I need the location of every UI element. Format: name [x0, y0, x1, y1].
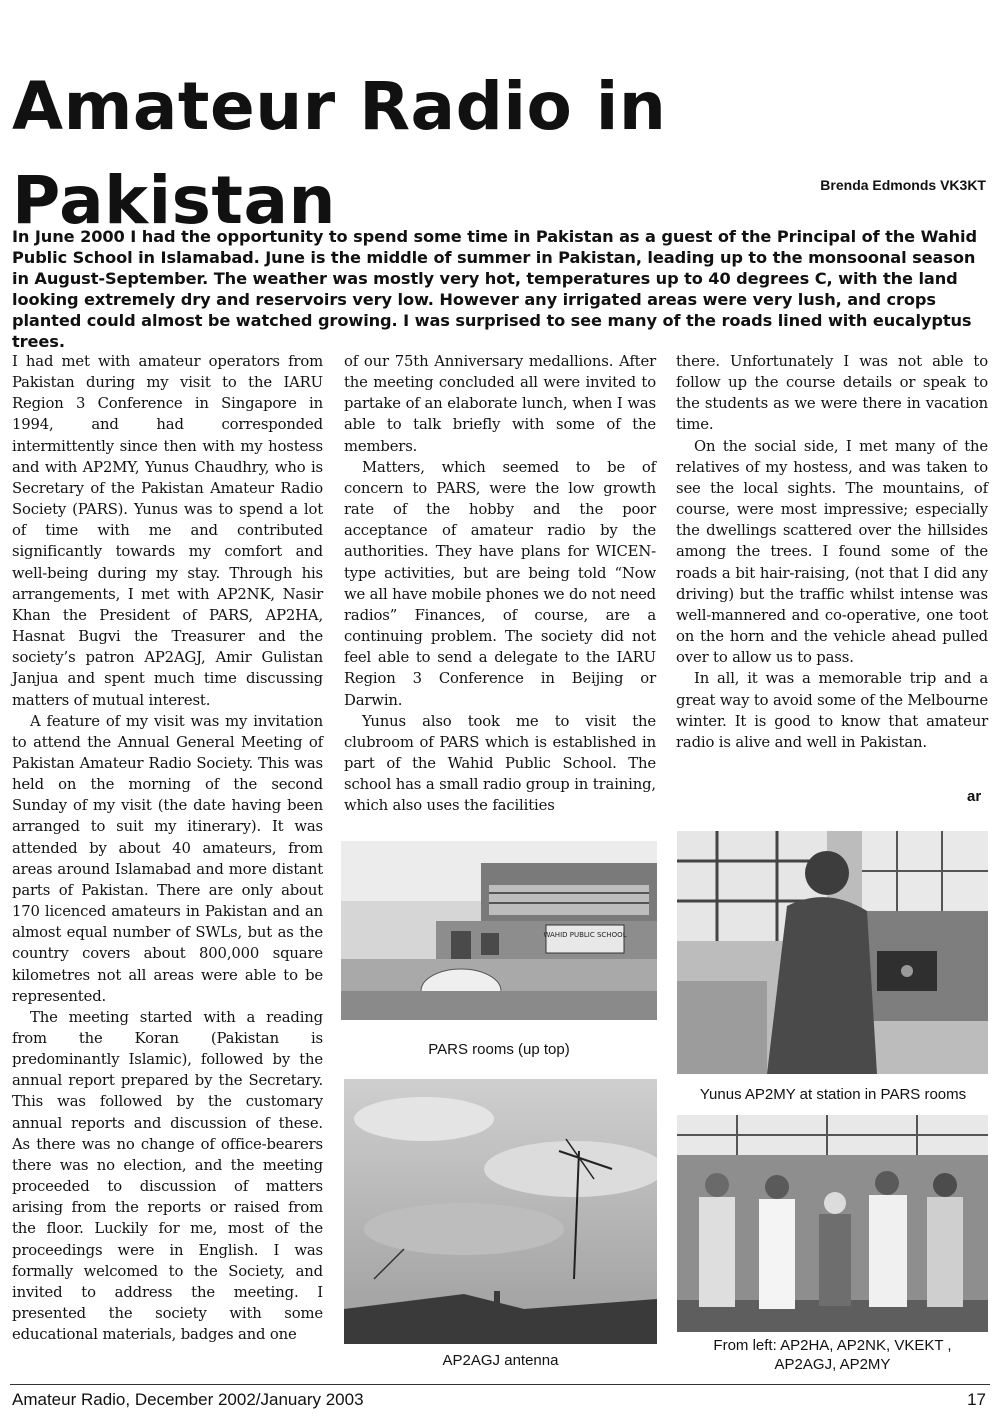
- end-mark: ar: [967, 788, 982, 805]
- paragraph: In all, it was a memorable trip and a great way to avoid some of the Melbourne winter. It is good to know that amateur radio is alive and well in Pakistan.: [676, 670, 988, 751]
- article-title: [12, 60, 666, 248]
- group-caption-line-2: AP2AGJ, AP2MY: [774, 1356, 891, 1373]
- paragraph: I had met with amateur operators from Pakistan during my visit to the IARU Region 3 Conference in Singapore in 1994, and had corresponded intermittently since then with my hostess and with AP2MY, Yunus Chaudhry, who is Secretary of the Pakistan Amateur Radio Society (PARS). Yunus was to spend a lot of time with me and contributed significantly towards my comfort and well-being during my stay. Through his arrangements, I met with AP2NK, Nasir Khan the President of PARS, AP2HA, Hasnat Bugvi the Treasurer and the society’s patron AP2AGJ, Amir Gulistan Janjua and spent much time discussing matters of mutual interest.: [12, 353, 323, 709]
- text-column-3: [676, 351, 988, 753]
- paragraph: Matters, which seemed to be of concern to PARS, were the low growth rate of the hobby and the poor acceptance of amateur radio by the authorities. They have plans for WICEN-type activities, but are being told “Now we all have mobile phones we do not need radios” Finances, of course, are a continuing problem. The society did not feel able to send a delegate to the IARU Region 3 Conference in Beijing or Darwin.: [344, 458, 656, 709]
- antenna-photo: [344, 1079, 657, 1344]
- text-column-1: [12, 351, 323, 1345]
- pars-rooms-caption: PARS rooms (up top): [428, 1041, 570, 1058]
- school-sign-text: WAHID PUBLIC SCHOOL: [543, 931, 627, 939]
- paragraph: The meeting started with a reading from the Koran (Pakistan is predominantly Islamic), followed by the annual report prepared by the Secretary. This was followed by the customary annual reports and discussion of these. As there was no change of office-bearers there was no election, and the meeting proceeded to discussion of matters arising from the reports or raised from the floor. Luckily for me, most of the proceedings were in English. I was formally welcomed to the Society, and invited to address the meeting. I presented the society with some educational materials, badges and one: [12, 1008, 323, 1344]
- paragraph: On the social side, I met many of the relatives of my hostess, and was taken to see the local sights. The mountains, of course, were most impressive; especially the dwellings scattered over the hillsides among the trees. I found some of the roads a bit hair-raising, (not that I did any driving) but the traffic whilst intense was well-mannered and co-operative, one toot on the horn and the vehicle ahead pulled over to allow us to pass.: [676, 437, 988, 667]
- text-column-2: [344, 351, 656, 816]
- group-photo: [677, 1115, 988, 1332]
- intro-paragraph: In June 2000 I had the opportunity to spend some time in Pakistan as a guest of the Principal of the Wahid Public School in Islamabad. June is the middle of summer in Pakistan, leading up to the monsoonal season in August-September. The weather was mostly very hot, temperatures up to 40 degrees C, with the land looking extremely dry and reservoirs very low. However any irrigated areas were very lush, and crops planted could almost be watched growing. I was surprised to see many of the roads lined with eucalyptus trees.: [12, 227, 977, 351]
- paragraph: there. Unfortunately I was not able to follow up the course details or speak to the students as we were there in vacation time.: [676, 353, 988, 434]
- author-byline: Brenda Edmonds VK3KT: [820, 177, 986, 193]
- title-line-2: Pakistan: [12, 162, 337, 239]
- paragraph: Yunus also took me to visit the clubroom of PARS which is established in part of the Wahid Public School. The school has a small radio group in training, which also uses the facilities: [344, 712, 656, 815]
- title-line-1: Amateur Radio in: [12, 68, 667, 145]
- publication-footer: Amateur Radio, December 2002/January 2003: [12, 1390, 364, 1409]
- antenna-caption: AP2AGJ antenna: [442, 1352, 559, 1369]
- page-number: 17: [967, 1390, 986, 1409]
- group-caption: [677, 1336, 988, 1374]
- pars-rooms-photo: [341, 841, 657, 1020]
- yunus-station-caption: Yunus AP2MY at station in PARS rooms: [699, 1086, 967, 1103]
- group-caption-line-1: From left: AP2HA, AP2NK, VKEKT ,: [713, 1337, 952, 1354]
- paragraph: A feature of my visit was my invitation to attend the Annual General Meeting of Pakistan Amateur Radio Society. This was held on the morning of the second Sunday of my visit (the date having been arranged to suit my itinerary). It was attended by about 40 amateurs, from areas around Islamabad and more distant parts of Pakistan. There are only about 170 licenced amateurs in Pakistan and an almost equal number of SWLs, but as the country covers about 800,000 square kilometres not all areas were able to be represented.: [12, 712, 323, 1005]
- paragraph: of our 75th Anniversary medallions. After the meeting concluded all were invited to partake of an elaborate lunch, when I was able to talk briefly with some of the members.: [344, 353, 656, 455]
- yunus-station-photo: [677, 831, 988, 1074]
- footer-rule: [10, 1384, 990, 1385]
